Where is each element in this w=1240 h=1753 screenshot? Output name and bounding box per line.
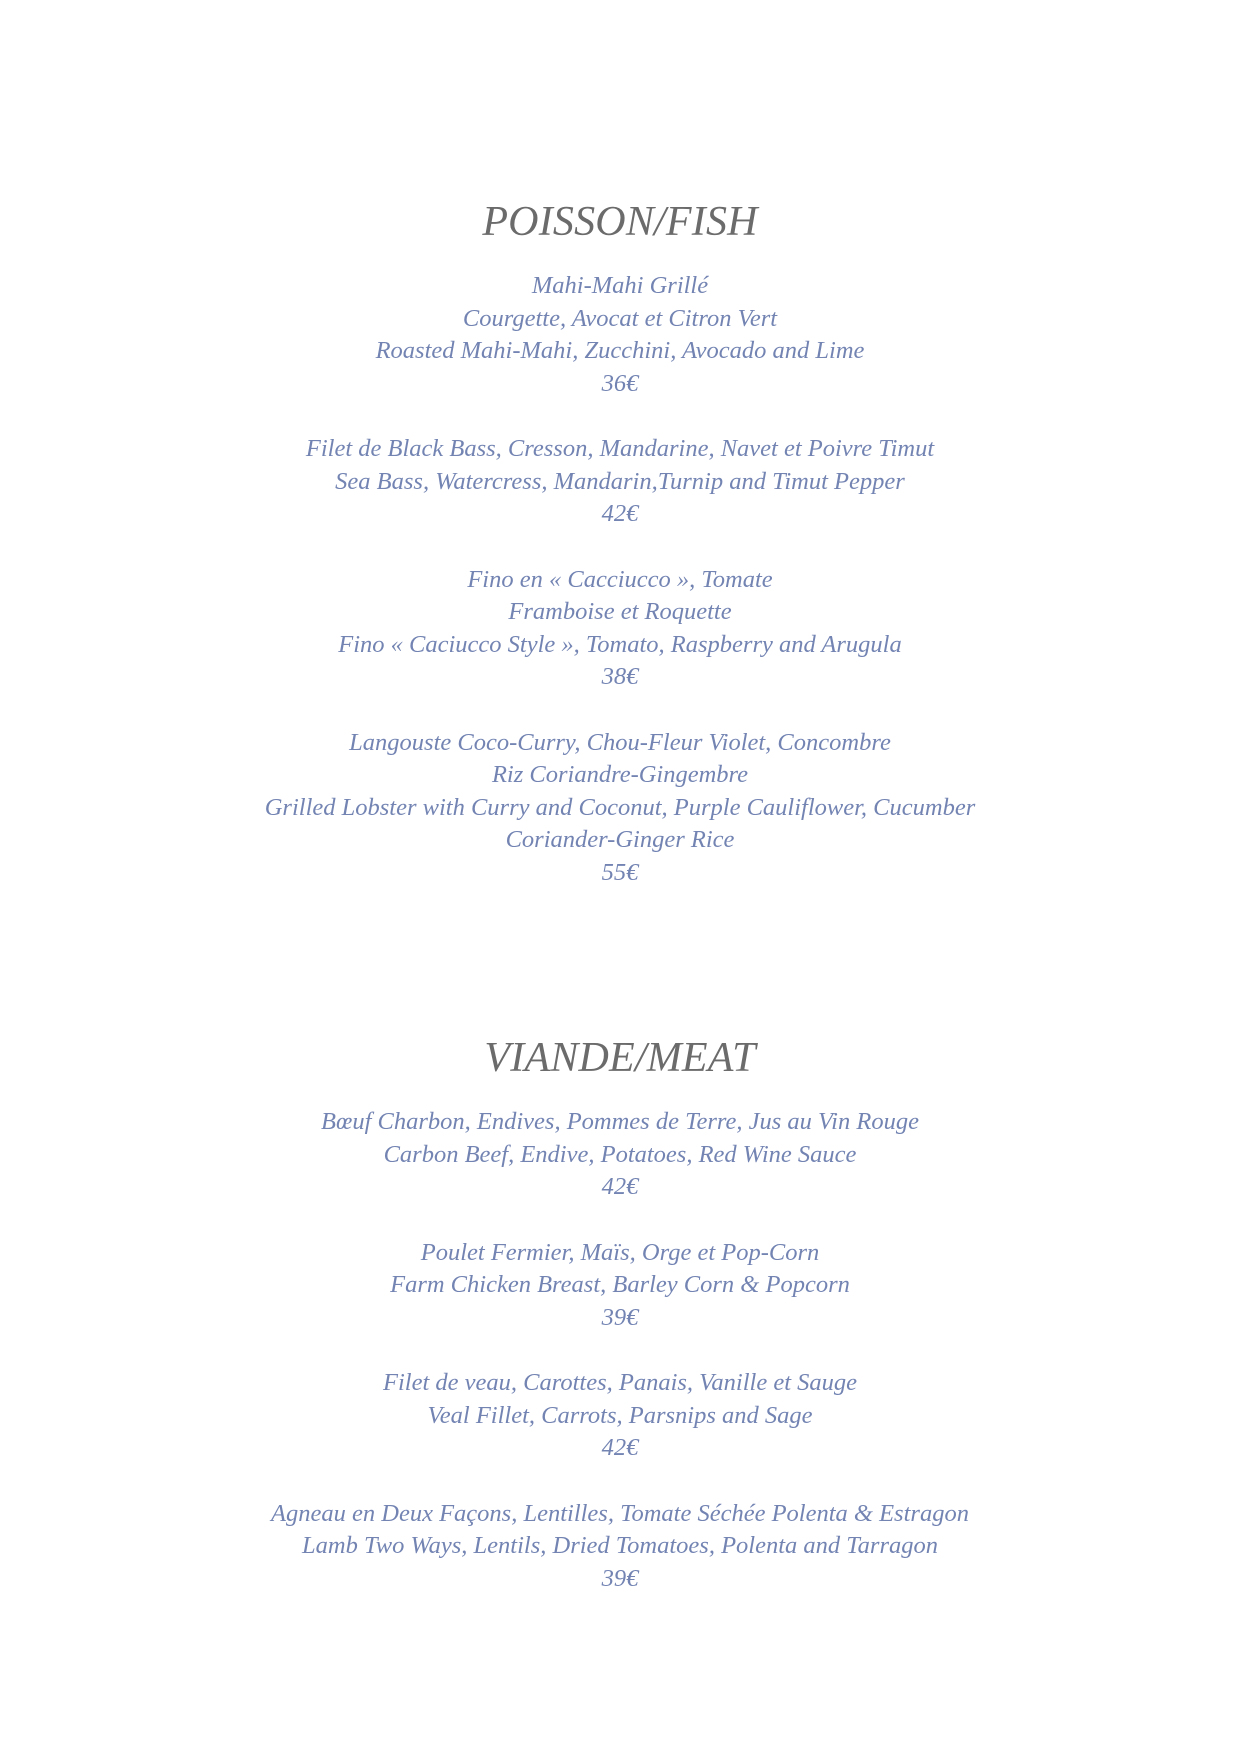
dish-line: Veal Fillet, Carrots, Parsnips and Sage [427,1401,813,1429]
dish-item [0,270,1240,400]
dish-line: Roasted Mahi-Mahi, Zucchini, Avocado and Lime [375,337,865,364]
dish-item [0,727,1240,890]
dish-price: 55€ [601,858,639,886]
dish-line: Grilled Lobster with Curry and Coconut, Purple Cauliflower, Cucumber [264,793,976,821]
dish-price: 42€ [601,1173,639,1200]
dish-price: 42€ [601,1434,639,1461]
dish-line: Farm Chicken Breast, Barley Corn & Popcorn [390,1271,850,1298]
fish-section-title: POISSON/FISH [482,199,758,245]
dish-line: Framboise et Roquette [508,598,732,625]
dish-line: Courgette, Avocat et Citron Vert [462,304,778,332]
dish-line: Fino « Caciucco Style », Tomato, Raspberry and Arugula [338,630,902,658]
dish-line: Mahi-Mahi Grillé [531,272,709,299]
dish-item [0,1498,1240,1596]
dish-line: Agneau en Deux Façons, Lentilles, Tomate Séchée Polenta & Estragon [271,1499,969,1527]
dish-price: 36€ [601,369,639,397]
dish-line: Riz Coriandre-Gingembre [491,761,749,788]
dish-line: Filet de veau, Carottes, Panais, Vanille et Sauge [382,1369,858,1396]
dish-item [0,1237,1240,1335]
dish-item [0,564,1240,694]
fish-section [0,196,1240,922]
dish-price: 39€ [601,1303,639,1331]
dish-line: Carbon Beef, Endive, Potatoes, Red Wine Sauce [383,1140,857,1168]
dish-line: Filet de Black Bass, Cresson, Mandarine, Navet et Poivre Timut [305,435,935,462]
dish-line: Langouste Coco-Curry, Chou-Fleur Violet, Concombre [349,728,891,756]
dish-item [0,433,1240,531]
dish-line: Bœuf Charbon, Endives, Pommes de Terre, Jus au Vin Rouge [321,1108,919,1135]
dish-line: Poulet Fermier, Maïs, Orge et Pop-Corn [420,1238,820,1266]
dish-item [0,1367,1240,1465]
dish-line: Coriander-Ginger Rice [505,826,735,853]
meat-section-title: VIANDE/MEAT [484,1035,756,1081]
dish-price: 38€ [601,663,639,690]
meat-section [0,1032,1240,1628]
dish-price: 39€ [601,1564,639,1592]
dish-line: Sea Bass, Watercress, Mandarin,Turnip and Timut Pepper [335,467,905,495]
dish-price: 42€ [601,500,639,527]
dish-line: Lamb Two Ways, Lentils, Dried Tomatoes, Polenta and Tarragon [302,1532,938,1559]
dish-line: Fino en « Cacciucco », Tomate [467,565,773,593]
dish-item [0,1106,1240,1204]
